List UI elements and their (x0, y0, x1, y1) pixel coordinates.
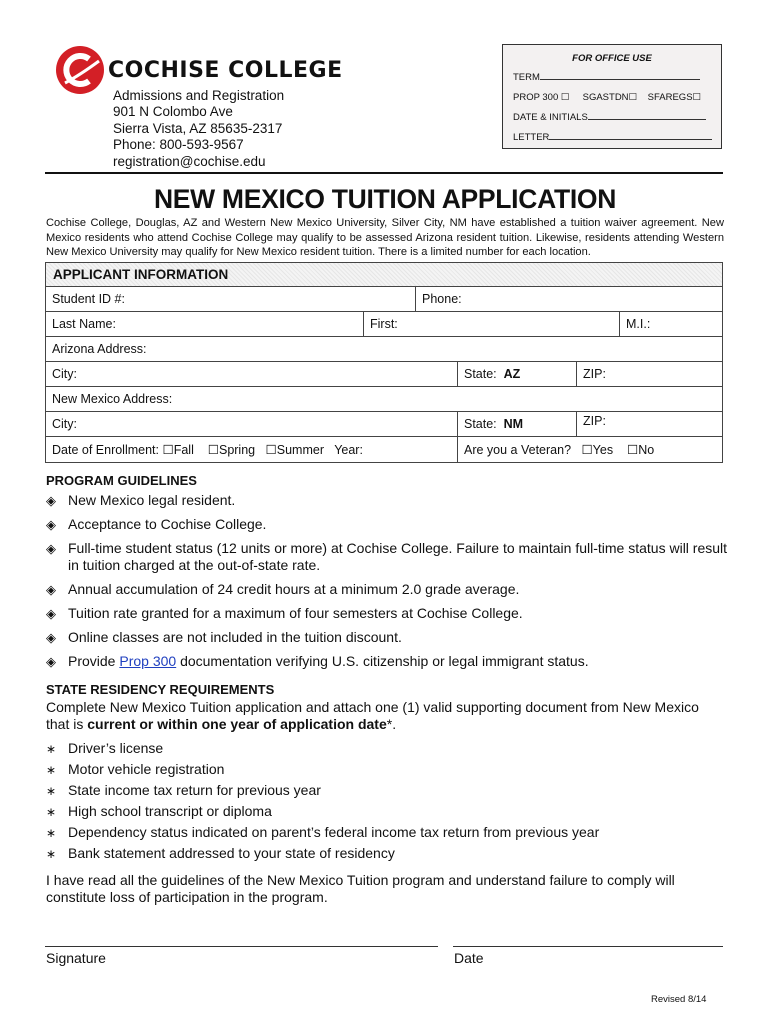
residency-heading: STATE RESIDENCY REQUIREMENTS (46, 682, 275, 697)
document-type: High school transcript or diploma (68, 803, 272, 819)
letter-field[interactable] (513, 132, 711, 152)
agreement-statement: I have read all the guidelines of the New Mexico Tuition program and understand failure to comply will constitute loss of participation in the program. (46, 872, 675, 905)
residency-bold-text: current or within one year of application date (87, 716, 387, 732)
date-initials-label: DATE & INITIALS (513, 112, 588, 123)
guideline-text: New Mexico legal resident. (68, 492, 236, 508)
spring-label: Spring (218, 443, 256, 457)
address-line: Phone: 800-593-9567 (113, 137, 244, 153)
asterisk-bullet-icon: ∗ (46, 805, 57, 819)
revision-note: Revised 8/14 (651, 994, 707, 1005)
address-line: Admissions and Registration (113, 88, 285, 103)
signature-label: Signature (46, 950, 106, 966)
table-row (46, 412, 722, 437)
letter-label: LETTER (513, 132, 550, 143)
list-item (46, 803, 736, 820)
fall-checkbox[interactable]: ☐ (162, 443, 174, 457)
residency-text: Complete New Mexico Tuition application and attach one (1) valid supporting document from New Mexico that is (46, 699, 699, 732)
city-label: City: (52, 417, 77, 431)
nm-state-field (458, 412, 576, 437)
address-line: Sierra Vista, AZ 85635-2317 (113, 120, 283, 136)
diamond-bullet-icon: ◈ (46, 630, 56, 645)
student-id-field[interactable] (46, 287, 415, 312)
first-name-field[interactable] (364, 312, 619, 337)
letter-underline (549, 139, 712, 140)
asterisk-bullet-icon: ∗ (46, 847, 57, 861)
arizona-address-field[interactable] (46, 337, 722, 362)
new-mexico-address-field[interactable] (46, 387, 722, 412)
term-underline (540, 79, 700, 80)
veteran-field (458, 437, 722, 462)
state-value: AZ (503, 367, 521, 381)
sgastdn-checkbox[interactable]: ☐ (628, 92, 638, 103)
phone-field[interactable] (416, 287, 722, 312)
diamond-bullet-icon: ◈ (46, 517, 56, 532)
summer-checkbox[interactable]: ☐ (265, 443, 277, 457)
header-divider (45, 172, 723, 174)
prop300-row (513, 92, 711, 112)
sfaregs-label: SFAREGS (647, 92, 693, 103)
office-use-box (502, 44, 722, 149)
residency-paragraph (46, 699, 726, 733)
last-name-label: Last Name: (52, 317, 116, 331)
guideline-text: Provide (68, 653, 116, 669)
document-type: Driver’s license (68, 740, 164, 756)
guideline-text: Tuition rate granted for a maximum of four semesters at Cochise College. (68, 605, 523, 621)
list-item (46, 761, 736, 778)
student-id-label: Student ID #: (52, 292, 125, 306)
state-value: NM (503, 417, 524, 431)
list-item (46, 540, 730, 574)
table-row (46, 287, 722, 312)
veteran-no-checkbox[interactable]: ☐ (626, 443, 639, 457)
list-item (46, 740, 736, 757)
list-item (46, 845, 736, 862)
sgastdn-label: SGASTDN (582, 92, 629, 103)
enrollment-field (46, 437, 457, 462)
term-field[interactable] (513, 72, 711, 92)
az-zip-field[interactable] (577, 362, 722, 387)
guidelines-heading: PROGRAM GUIDELINES (46, 473, 197, 488)
program-guidelines (46, 473, 736, 677)
spring-checkbox[interactable]: ☐ (207, 443, 219, 457)
new-mexico-address-label: New Mexico Address: (52, 392, 173, 406)
document-type: State income tax return for previous year (68, 782, 321, 798)
az-state-field (458, 362, 576, 387)
guideline-text: Acceptance to Cochise College. (68, 516, 267, 532)
college-name: COCHISE COLLEGE (108, 58, 343, 83)
term-label: TERM (513, 72, 540, 83)
date-label: Date (454, 950, 484, 966)
mi-field[interactable] (620, 312, 722, 337)
college-address (113, 88, 284, 170)
list-item (46, 516, 736, 533)
office-use-title: FOR OFFICE USE (572, 53, 652, 64)
date-initials-underline (588, 119, 706, 120)
guideline-text: Online classes are not included in the tuition discount. (68, 629, 402, 645)
cochise-logo-icon (55, 45, 105, 95)
document-type: Bank statement addressed to your state of residency (68, 845, 395, 861)
yes-label: Yes (592, 443, 614, 457)
zip-label: ZIP: (583, 367, 606, 381)
state-label: State: (464, 417, 497, 431)
nm-zip-field[interactable] (577, 412, 722, 437)
enrollment-label: Date of Enrollment: (52, 443, 159, 457)
address-line: 901 N Colombo Ave (113, 104, 233, 120)
list-item (46, 605, 736, 622)
form-title: NEW MEXICO TUITION APPLICATION (153, 184, 617, 214)
asterisk-bullet-icon: ∗ (46, 742, 57, 756)
table-row (46, 437, 722, 462)
az-city-field[interactable] (46, 362, 457, 387)
asterisk-bullet-icon: ∗ (46, 763, 57, 777)
state-label: State: (464, 367, 497, 381)
residency-text-end: *. (386, 716, 397, 732)
no-label: No (638, 443, 655, 457)
diamond-bullet-icon: ◈ (46, 541, 56, 556)
intro-paragraph: Cochise College, Douglas, AZ and Western New Mexico University, Silver City, NM have established a tuition waiver agreement. New Mexico residents who attend Cochise College may qualify to be assessed Arizona resident tuition. Likewise, residents attending Western New Mexico University may qualify for New Mexico resident tuition. There is a limited number for each location. (46, 217, 724, 259)
city-label: City: (52, 367, 77, 381)
mi-label: M.I.: (626, 317, 651, 331)
guideline-text: Full-time student status (12 units or more) at Cochise College. Failure to maintain full-time status will result in tuition charged at the out-of-state rate. (68, 540, 728, 573)
date-initials-field[interactable] (513, 112, 711, 132)
list-item (46, 629, 736, 646)
document-type: Motor vehicle registration (68, 761, 225, 777)
veteran-label: Are you a Veteran? (464, 443, 572, 457)
list-item (46, 492, 736, 509)
diamond-bullet-icon: ◈ (46, 606, 56, 621)
phone-label: Phone: (422, 292, 462, 306)
date-line[interactable] (453, 946, 723, 947)
first-name-label: First: (370, 317, 398, 331)
zip-label: ZIP: (583, 414, 606, 428)
veteran-yes-checkbox[interactable]: ☐ (581, 443, 593, 457)
prop300-label: PROP 300 (513, 92, 559, 103)
prop300-checkbox[interactable]: ☐ (560, 92, 570, 103)
table-row (46, 362, 722, 387)
fall-label: Fall (173, 443, 194, 457)
applicant-info-heading: APPLICANT INFORMATION (46, 263, 722, 287)
document-type: Dependency status indicated on parent’s federal income tax return from previous year (68, 824, 600, 840)
last-name-field[interactable] (46, 312, 363, 337)
list-item (46, 581, 736, 598)
nm-city-field[interactable] (46, 412, 457, 437)
residency-requirements (46, 682, 736, 906)
diamond-bullet-icon: ◈ (46, 582, 56, 597)
table-row (46, 387, 722, 412)
asterisk-bullet-icon: ∗ (46, 826, 57, 840)
diamond-bullet-icon: ◈ (46, 654, 56, 669)
guideline-text: Annual accumulation of 24 credit hours at a minimum 2.0 grade average. (68, 581, 520, 597)
signature-line[interactable] (45, 946, 438, 947)
diamond-bullet-icon: ◈ (46, 493, 56, 508)
applicant-info-table (45, 262, 723, 463)
guideline-text: documentation verifying U.S. citizenship or legal immigrant status. (180, 653, 589, 669)
list-item (46, 782, 736, 799)
year-label[interactable]: Year: (334, 443, 363, 457)
sfaregs-checkbox[interactable]: ☐ (692, 92, 702, 103)
asterisk-bullet-icon: ∗ (46, 784, 57, 798)
table-row (46, 337, 722, 362)
prop300-link[interactable]: Prop 300 (119, 653, 177, 669)
arizona-address-label: Arizona Address: (52, 342, 147, 356)
summer-label: Summer (276, 443, 324, 457)
address-line: registration@cochise.edu (113, 153, 266, 169)
list-item (46, 824, 736, 841)
table-row (46, 312, 722, 337)
list-item (46, 653, 736, 670)
